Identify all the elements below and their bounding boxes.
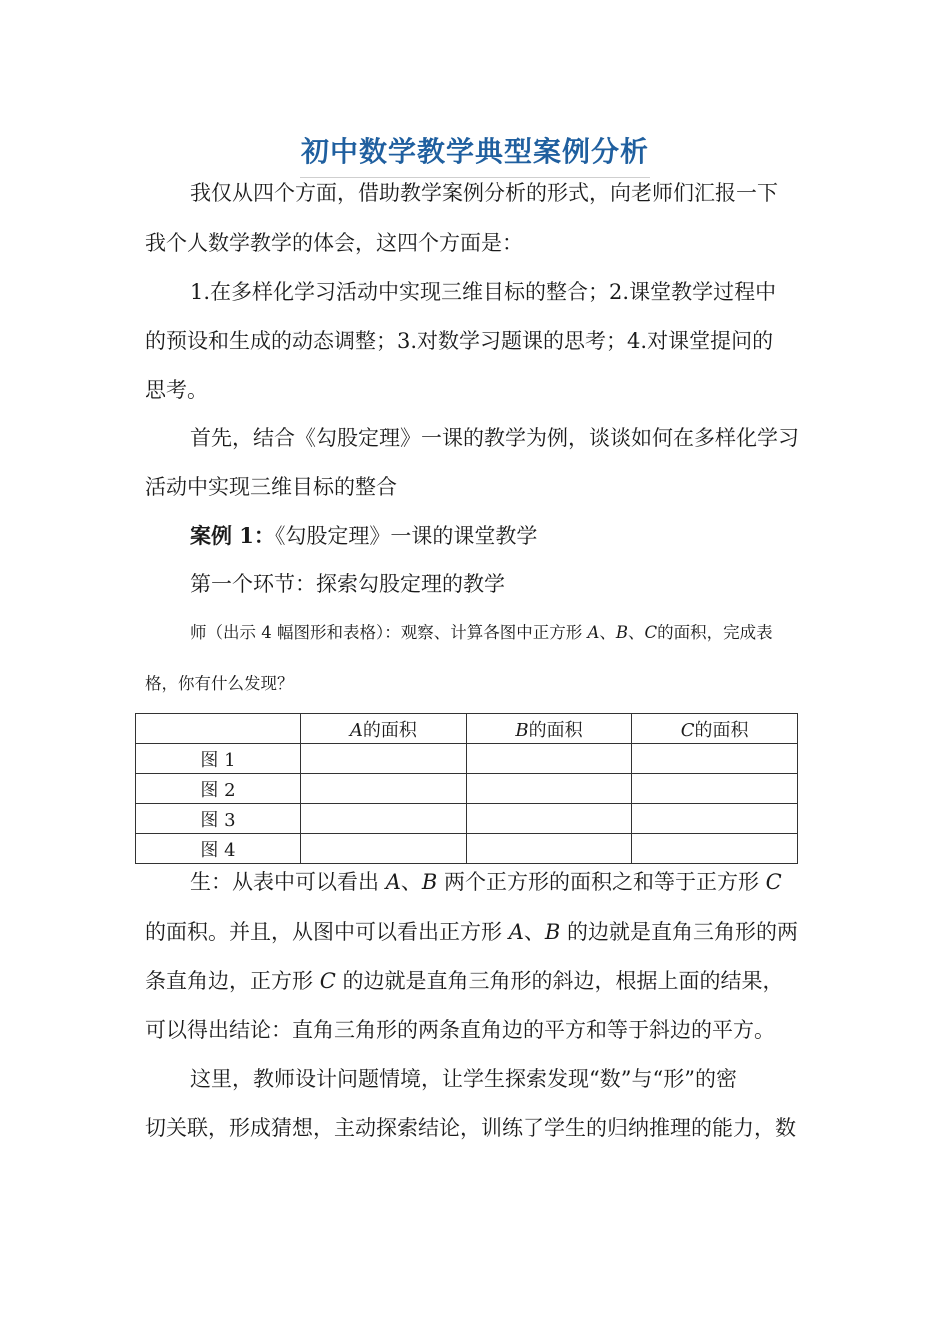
table-cell bbox=[466, 804, 632, 834]
table-header-b bbox=[466, 714, 632, 744]
table-cell bbox=[466, 744, 632, 774]
intro-line-1: 我仅从四个方面，借助教学案例分析的形式，向老师们汇报一下 bbox=[190, 181, 778, 205]
header-var-c: C bbox=[680, 719, 695, 741]
row-label: 图 3 bbox=[136, 804, 301, 834]
teacher-line-1 bbox=[190, 625, 773, 642]
var-b: B bbox=[421, 870, 438, 894]
title-divider bbox=[300, 177, 650, 178]
header-suffix-b: 的面积 bbox=[528, 719, 583, 741]
table-row bbox=[136, 774, 798, 804]
first-line-1: 首先，结合《勾股定理》一课的教学为例，谈谈如何在多样化学习 bbox=[190, 426, 799, 450]
intro-line-2: 我个人数学教学的体会，这四个方面是： bbox=[145, 231, 523, 255]
sep-2: 、 bbox=[628, 623, 645, 642]
sep: 、 bbox=[400, 870, 422, 894]
var-a: A bbox=[587, 623, 600, 642]
aspects-line-2: 的预设和生成的动态调整；3.对数学习题课的思考；4.对课堂提问的 bbox=[145, 329, 774, 353]
student-text-3b: 的边就是直角三角形的斜边，根据上面的结果， bbox=[335, 969, 784, 993]
row-label: 图 4 bbox=[136, 834, 301, 864]
aspects-line-1: 1.在多样化学习活动中实现三维目标的整合；2.课堂教学过程中 bbox=[190, 280, 777, 304]
var-c: C bbox=[765, 870, 782, 894]
table-cell bbox=[632, 744, 798, 774]
table-cell bbox=[466, 774, 632, 804]
table-cell bbox=[632, 834, 798, 864]
table-cell bbox=[301, 744, 467, 774]
table-header-blank bbox=[136, 714, 301, 744]
teacher-text-a: 师（出示 4 幅图形和表格）：观察、计算各图中正方形 bbox=[190, 623, 588, 642]
student-line-3 bbox=[145, 971, 783, 992]
table-cell bbox=[301, 834, 467, 864]
area-table bbox=[135, 713, 798, 864]
student-line-2 bbox=[145, 922, 798, 943]
var-a: A bbox=[508, 920, 524, 944]
student-text-2b: 的边就是直角三角形的两 bbox=[560, 920, 798, 944]
student-line-1 bbox=[190, 872, 782, 893]
header-var-a: A bbox=[349, 719, 363, 741]
table-cell bbox=[466, 834, 632, 864]
case-title: 《勾股定理》一课的课堂教学 bbox=[274, 524, 538, 548]
sep-1: 、 bbox=[599, 623, 616, 642]
first-line-2: 活动中实现三维目标的整合 bbox=[145, 475, 397, 499]
var-c: C bbox=[644, 623, 658, 642]
sep: 、 bbox=[523, 920, 545, 944]
var-c: C bbox=[319, 969, 336, 993]
student-text-3a: 条直角边，正方形 bbox=[145, 969, 320, 993]
row-label: 图 2 bbox=[136, 774, 301, 804]
teacher-text-b: 的面积，完成表 bbox=[657, 623, 773, 642]
student-text-1b: 两个正方形的面积之和等于正方形 bbox=[437, 870, 766, 894]
row-label: 图 1 bbox=[136, 744, 301, 774]
table-cell bbox=[301, 774, 467, 804]
student-text-1a: 生：从表中可以看出 bbox=[190, 870, 386, 894]
table-row bbox=[136, 834, 798, 864]
student-text-2a: 的面积。并且，从图中可以看出正方形 bbox=[145, 920, 509, 944]
table-cell bbox=[301, 804, 467, 834]
teacher-line-2: 格，你有什么发现？ bbox=[145, 674, 294, 693]
step-heading: 第一个环节：探索勾股定理的教学 bbox=[190, 572, 505, 596]
var-b: B bbox=[615, 623, 629, 642]
comment-line-1: 这里，教师设计问题情境，让学生探索发现“数”与“形”的密 bbox=[190, 1067, 737, 1091]
table-header-a bbox=[301, 714, 467, 744]
student-line-4: 可以得出结论：直角三角形的两条直角边的平方和等于斜边的平方。 bbox=[145, 1018, 775, 1042]
var-a: A bbox=[385, 870, 401, 894]
table-row bbox=[136, 744, 798, 774]
aspects-line-3: 思考。 bbox=[145, 378, 208, 402]
header-suffix-a: 的面积 bbox=[362, 719, 417, 741]
comment-line-2: 切关联，形成猜想，主动探索结论，训练了学生的归纳推理的能力，数 bbox=[145, 1116, 796, 1140]
table-cell bbox=[632, 774, 798, 804]
table-header-c bbox=[632, 714, 798, 744]
case-heading bbox=[190, 525, 537, 547]
header-suffix-c: 的面积 bbox=[694, 719, 749, 741]
var-b: B bbox=[544, 920, 561, 944]
case-label: 案例 1： bbox=[190, 523, 275, 548]
table-cell bbox=[632, 804, 798, 834]
document-title: 初中数学教学典型案例分析 bbox=[300, 135, 649, 168]
table-row bbox=[136, 804, 798, 834]
table-header-row bbox=[136, 714, 798, 744]
header-var-b: B bbox=[515, 719, 529, 741]
